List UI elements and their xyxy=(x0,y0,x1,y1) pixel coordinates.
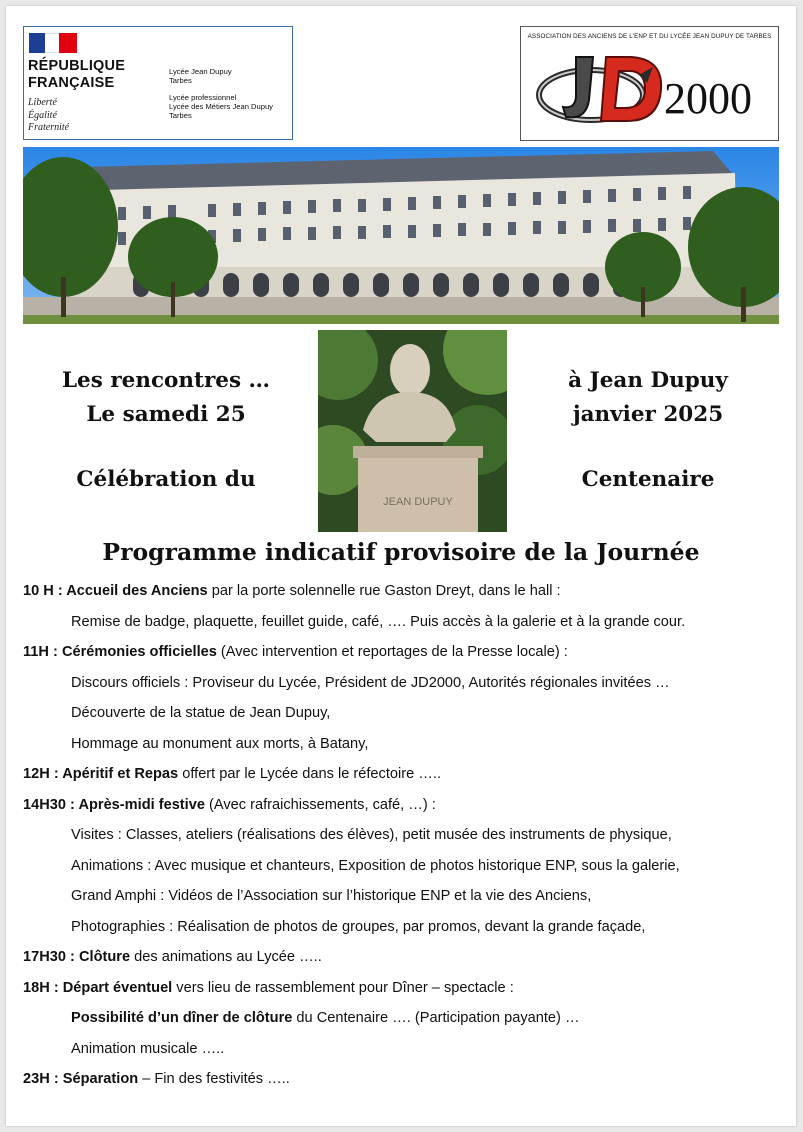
jd2000-logo xyxy=(520,26,779,141)
programme-item xyxy=(71,674,670,692)
programme-detail: offert par le Lycée dans le réfectoire ….. xyxy=(178,766,441,782)
francaise-line: FRANÇAISE xyxy=(28,75,115,91)
lycee-info xyxy=(169,67,294,120)
devise-fraternite: Fraternité xyxy=(28,122,70,133)
devise-egalite: Égalité xyxy=(28,109,57,121)
programme-item xyxy=(23,979,514,997)
programme-item xyxy=(71,704,330,722)
document-page xyxy=(6,6,796,1126)
programme-item xyxy=(71,918,645,936)
programme-detail: – Fin des festivités ….. xyxy=(138,1071,290,1087)
programme-time: 12H : xyxy=(23,766,63,782)
republique-line: RÉPUBLIQUE xyxy=(28,58,126,74)
programme-item xyxy=(23,765,441,783)
programme-item xyxy=(71,857,680,875)
lycee-name: Lycée Jean Dupuy xyxy=(169,67,232,76)
programme-time: 14H30 : xyxy=(23,796,79,813)
programme-event: Apéritif et Repas xyxy=(62,766,179,782)
republique-label xyxy=(28,58,148,92)
programme-item xyxy=(71,735,368,753)
lycee-pro-city: Tarbes xyxy=(169,111,192,120)
programme-time: 18H : xyxy=(23,979,63,996)
programme-item xyxy=(71,613,685,631)
jean-dupuy-bust-photo xyxy=(318,330,507,532)
programme-time: 17H30 : xyxy=(23,949,79,965)
programme-time: 10 H : xyxy=(23,583,67,599)
programme-item xyxy=(23,582,561,600)
programme-detail: Visites : Classes, ateliers (réalisations des élèves), petit musée des instruments de physique, xyxy=(71,827,672,843)
lycee-city: Tarbes xyxy=(169,76,192,85)
programme-detail: vers lieu de rassemblement pour Dîner – spectacle : xyxy=(172,979,514,996)
statue-inscription: JEAN DUPUY xyxy=(383,496,453,508)
programme-detail: Animations : Avec musique et chanteurs, Exposition de photos historique ENP, sous la galerie, xyxy=(71,857,680,874)
programme-item xyxy=(23,1070,290,1088)
logo-year: 2000 xyxy=(664,74,752,123)
programme-detail: Discours officiels : Proviseur du Lycée, Président de JD2000, Autorités régionales invitées … xyxy=(71,674,670,691)
title-left-line1: Les rencontres … xyxy=(61,368,271,393)
jd2000-emblem-icon xyxy=(531,45,771,135)
programme-time: 11H : xyxy=(23,644,62,660)
programme-event: Cérémonies officielles xyxy=(61,644,217,660)
lycee-metiers: Lycée des Métiers Jean Dupuy xyxy=(169,102,273,111)
programme-detail: des animations au Lycée ….. xyxy=(130,949,322,965)
devise xyxy=(28,97,118,135)
programme-detail: Grand Amphi : Vidéos de l’Association sur l’historique ENP et la vie des Anciens, xyxy=(71,888,592,904)
programme-event: Après-midi festive xyxy=(78,796,205,813)
programme-item xyxy=(71,1040,224,1058)
programme-item xyxy=(23,948,322,966)
programme-detail: Animation musicale ….. xyxy=(71,1040,225,1057)
programme-event: Accueil des Anciens xyxy=(66,583,208,599)
programme-event: Départ éventuel xyxy=(62,979,173,996)
programme-item xyxy=(71,826,672,844)
devise-liberte: Liberté xyxy=(28,97,57,108)
programme-detail: par la porte solennelle rue Gaston Dreyt, dans le hall : xyxy=(207,583,561,599)
title-left-line3: Célébration du xyxy=(76,467,256,492)
programme-detail: Photographies : Réalisation de photos de groupes, par promos, devant la grande façade, xyxy=(71,918,646,935)
programme-time: 23H : xyxy=(23,1071,63,1087)
programme-event: Clôture xyxy=(78,949,131,965)
title-right-line3: Centenaire xyxy=(581,467,715,492)
programme-heading: Programme indicatif provisoire de la Journée xyxy=(102,538,700,566)
programme-detail: Découverte de la statue de Jean Dupuy, xyxy=(71,705,331,721)
republique-francaise-logo xyxy=(23,26,293,140)
programme-item xyxy=(23,643,568,661)
association-name: ASSOCIATION DES ANCIENS DE L'ENP ET DU LYCÉE JEAN DUPUY DE TARBES xyxy=(527,33,772,40)
programme-event: Possibilité d’un dîner de clôture xyxy=(71,1010,293,1026)
title-right-line1: à Jean Dupuy xyxy=(568,368,728,393)
lycee-building-photo xyxy=(23,147,779,324)
programme-item xyxy=(71,1009,580,1027)
french-flag-icon xyxy=(29,33,77,53)
programme-detail: (Avec rafraichissements, café, …) : xyxy=(204,796,436,813)
programme-detail: Remise de badge, plaquette, feuillet guide, café, …. Puis accès à la galerie et à la grande cour. xyxy=(71,613,686,630)
title-right-line2: janvier 2025 xyxy=(572,402,724,427)
programme-event: Séparation xyxy=(62,1071,139,1087)
programme-detail: (Avec intervention et reportages de la Presse locale) : xyxy=(216,644,568,660)
programme-item xyxy=(71,887,591,905)
title-left-line2: Le samedi 25 xyxy=(86,402,246,427)
lycee-pro: Lycée professionnel xyxy=(169,93,237,102)
programme-detail: du Centenaire …. (Participation payante) … xyxy=(292,1010,580,1026)
programme-detail: Hommage au monument aux morts, à Batany, xyxy=(71,735,369,752)
programme-item xyxy=(23,796,436,814)
